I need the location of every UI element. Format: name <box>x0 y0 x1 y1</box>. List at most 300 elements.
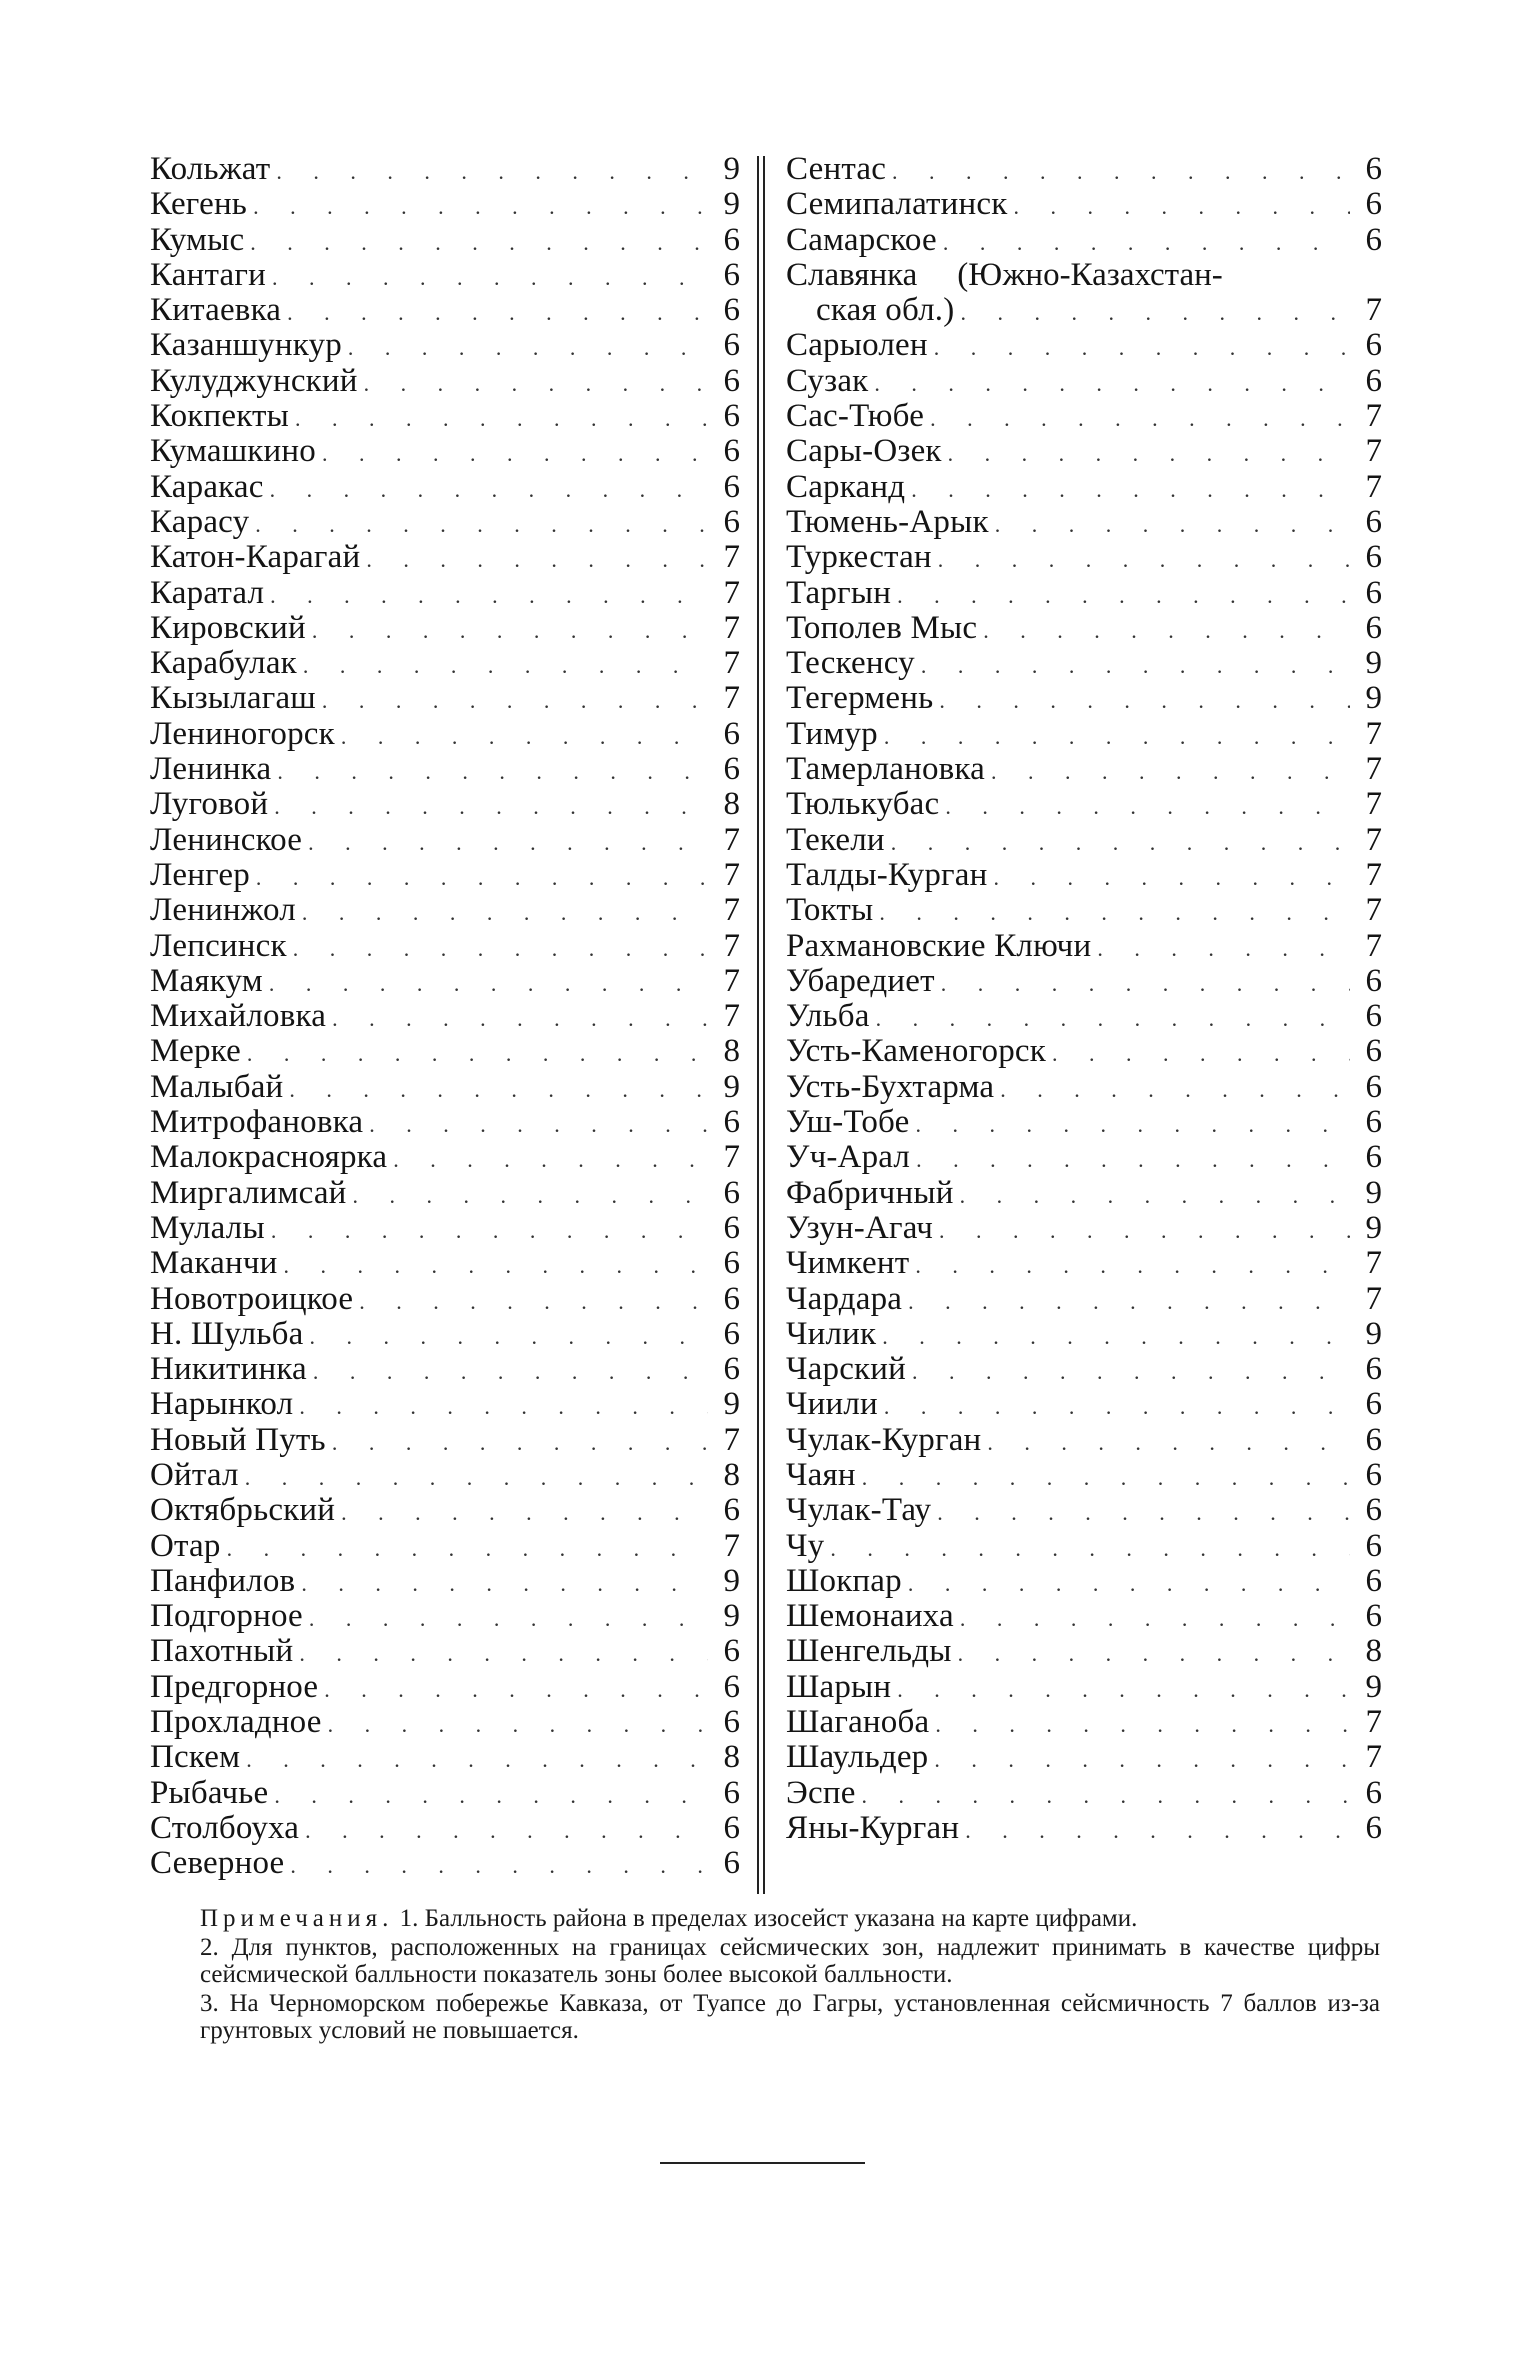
dot-leader <box>908 1284 1350 1319</box>
dot-leader <box>915 1107 1350 1142</box>
seismic-value: 6 <box>723 1245 740 1282</box>
list-item <box>150 1352 740 1387</box>
seismic-value: 6 <box>1365 503 1382 540</box>
place-name: Кантаги <box>150 256 266 293</box>
seismic-value: 6 <box>1365 1527 1382 1564</box>
place-name: Чулак-Курган <box>786 1421 982 1458</box>
list-item <box>150 1811 740 1846</box>
dot-leader <box>270 472 708 507</box>
place-name: Октябрьский <box>150 1492 336 1529</box>
seismic-value: 6 <box>1365 1456 1382 1493</box>
note-2-text: 2. Для пунктов, расположенных на границах сейсмических зон, надлежит принимать в качестве цифры сейсмической балльности показатель зоны более высокой балльности. <box>200 1934 1380 1988</box>
place-name: Тамерлановка <box>786 751 986 788</box>
list-item <box>786 399 1382 434</box>
seismic-value: 9 <box>1365 645 1382 682</box>
place-name: Чарский <box>786 1351 906 1388</box>
list-item <box>150 1176 740 1211</box>
list-item <box>150 1282 740 1317</box>
list-item <box>150 576 740 611</box>
seismic-value: 6 <box>723 468 740 505</box>
list-item <box>150 611 740 646</box>
dot-leader <box>939 1213 1350 1248</box>
dot-leader <box>364 366 708 401</box>
list-item <box>786 1599 1382 1634</box>
dot-leader <box>960 1178 1350 1213</box>
dot-leader <box>921 648 1350 683</box>
seismic-value: 7 <box>723 1527 740 1564</box>
dot-leader <box>308 825 708 860</box>
seismic-value: 6 <box>1365 1809 1382 1846</box>
seismic-value: 9 <box>723 1386 740 1423</box>
place-name: Ленинское <box>150 821 303 858</box>
list-item <box>150 223 740 258</box>
seismic-value: 6 <box>723 1809 740 1846</box>
place-name: Маканчи <box>150 1245 278 1282</box>
seismic-value: 7 <box>1365 927 1382 964</box>
place-name: Тюлькубас <box>786 786 940 823</box>
dot-leader <box>934 330 1350 365</box>
dot-leader <box>322 436 708 471</box>
dot-leader <box>934 1742 1350 1777</box>
dot-leader <box>960 1601 1350 1636</box>
seismic-value: 7 <box>1365 715 1382 752</box>
place-name: Кумашкино <box>150 433 316 470</box>
dot-leader <box>1052 1036 1350 1071</box>
place-name: Нарынкол <box>150 1386 294 1423</box>
dot-leader <box>272 260 708 295</box>
seismic-value: 6 <box>723 327 740 364</box>
seismic-value: 6 <box>723 292 740 329</box>
place-name: Текели <box>786 821 885 858</box>
dot-leader <box>939 683 1350 718</box>
place-name: Усть-Каменогорск <box>786 1033 1047 1070</box>
notes-heading: Примечания. <box>200 1905 394 1932</box>
dot-leader <box>830 1531 1350 1566</box>
list-item <box>150 1846 740 1881</box>
closing-rule <box>660 2162 865 2164</box>
list-item <box>786 223 1382 258</box>
seismic-value: 7 <box>1365 821 1382 858</box>
note-3-text: 3. На Черноморском побережье Кавказа, от Туапсе до Гагры, установленная сейсмичность 7 баллов из-за грунтовых условий не повышается. <box>200 1990 1380 2044</box>
list-item <box>786 364 1382 399</box>
list-item <box>150 1493 740 1528</box>
place-name: Семипалатинск <box>786 186 1008 223</box>
seismic-value: 6 <box>723 221 740 258</box>
place-name: Кумыс <box>150 221 245 258</box>
notes-section <box>200 1905 1380 2046</box>
dot-leader <box>915 1248 1350 1283</box>
dot-leader <box>309 1601 708 1636</box>
place-name: Сарканд <box>786 468 906 505</box>
list-item <box>786 1423 1382 1458</box>
place-name: Столбоуха <box>150 1809 300 1846</box>
dot-leader <box>299 1389 708 1424</box>
place-name: Миргалимсай <box>150 1174 347 1211</box>
list-item <box>150 1034 740 1069</box>
dot-leader <box>227 1531 708 1566</box>
seismic-value: 7 <box>1365 1280 1382 1317</box>
place-name: Никитинка <box>150 1351 307 1388</box>
list-item <box>150 1705 740 1740</box>
list-item <box>786 258 1382 329</box>
place-name: Шокпар <box>786 1562 902 1599</box>
list-item <box>150 470 740 505</box>
dot-leader <box>322 683 708 718</box>
place-name: Чулак-Тау <box>786 1492 932 1529</box>
list-item <box>786 752 1382 787</box>
dot-leader <box>245 1460 708 1495</box>
dot-leader <box>366 542 708 577</box>
dot-leader <box>1000 1072 1350 1107</box>
dot-leader <box>348 330 708 365</box>
dot-leader <box>353 1178 708 1213</box>
list-item <box>150 752 740 787</box>
seismic-value: 7 <box>1365 751 1382 788</box>
place-name: Ойтал <box>150 1456 239 1493</box>
seismic-value: 7 <box>1365 398 1382 435</box>
list-item <box>786 1740 1382 1775</box>
seismic-value: 6 <box>1365 539 1382 576</box>
dot-leader <box>287 295 708 330</box>
place-name: Предгорное <box>150 1668 319 1705</box>
seismic-value: 6 <box>1365 609 1382 646</box>
list-item <box>786 1034 1382 1069</box>
dot-leader <box>938 542 1350 577</box>
seismic-value: 9 <box>723 151 740 187</box>
place-name: Новый Путь <box>150 1421 326 1458</box>
dot-leader <box>246 1742 708 1777</box>
dot-leader <box>302 895 708 930</box>
seismic-value: 6 <box>1365 1492 1382 1529</box>
seismic-value: 6 <box>1365 1104 1382 1141</box>
seismic-value: 6 <box>723 1845 740 1882</box>
place-name-line1 <box>786 258 1382 293</box>
list-item <box>786 717 1382 752</box>
list-item <box>786 1529 1382 1564</box>
place-name: Карасу <box>150 503 250 540</box>
seismic-value: 7 <box>723 574 740 611</box>
dot-leader <box>301 1566 708 1601</box>
seismic-value: 6 <box>1365 1421 1382 1458</box>
seismic-value: 8 <box>723 1033 740 1070</box>
dot-leader <box>958 1636 1350 1671</box>
seismic-value: 6 <box>1365 998 1382 1035</box>
seismic-value: 9 <box>1365 1209 1382 1246</box>
list-item <box>150 1740 740 1775</box>
dot-leader <box>991 754 1350 789</box>
dot-leader <box>312 613 708 648</box>
list-item <box>786 152 1382 187</box>
list-item <box>150 717 740 752</box>
place-name: Луговой <box>150 786 269 823</box>
column-divider <box>757 156 765 1894</box>
list-item <box>150 999 740 1034</box>
seismic-value: 6 <box>1365 1774 1382 1811</box>
dot-leader <box>862 1778 1350 1813</box>
list-item <box>786 1211 1382 1246</box>
dot-leader <box>274 789 708 824</box>
dot-leader <box>247 1036 708 1071</box>
place-name: Ленгер <box>150 856 250 893</box>
place-name: Шемонаиха <box>786 1598 954 1635</box>
place-name: Рыбачье <box>150 1774 269 1811</box>
dot-leader <box>256 860 708 895</box>
list-item <box>786 434 1382 469</box>
dot-leader <box>393 1142 708 1177</box>
list-item <box>150 328 740 363</box>
dot-leader <box>269 966 708 1001</box>
dot-leader <box>289 1072 708 1107</box>
seismic-value: 6 <box>1365 362 1382 399</box>
dot-leader <box>874 366 1350 401</box>
dot-leader <box>937 1495 1350 1530</box>
place-name: Маякум <box>150 962 263 999</box>
list-item <box>786 1634 1382 1669</box>
dot-leader <box>897 578 1350 613</box>
list-item <box>786 470 1382 505</box>
seismic-value: 6 <box>1365 1033 1382 1070</box>
seismic-value: 7 <box>723 927 740 964</box>
dot-leader <box>943 225 1350 260</box>
seismic-value: 7 <box>1365 433 1382 470</box>
place-name: Лениногорск <box>150 715 335 752</box>
list-item <box>786 540 1382 575</box>
place-name: Туркестан <box>786 539 932 576</box>
place-name: Тюмень-Арык <box>786 503 989 540</box>
place-name: Шаульдер <box>786 1739 929 1776</box>
place-name: Кегень <box>150 186 248 223</box>
place-name: Карабулак <box>150 645 297 682</box>
seismic-value: 6 <box>1365 1386 1382 1423</box>
dot-leader <box>884 719 1350 754</box>
note-3 <box>200 1990 1380 2044</box>
seismic-value: 6 <box>723 503 740 540</box>
place-name: Шаганоба <box>786 1704 930 1741</box>
dot-leader <box>960 295 1350 330</box>
seismic-value: 7 <box>1365 1704 1382 1741</box>
dot-leader <box>341 719 708 754</box>
place-name: Малыбай <box>150 1068 284 1105</box>
dot-leader <box>369 1107 708 1142</box>
seismic-value: 7 <box>1365 856 1382 893</box>
place-name: Ленинка <box>150 751 272 788</box>
seismic-value: 7 <box>1365 292 1382 329</box>
place-name: Ленинжол <box>150 892 296 929</box>
list-item <box>786 823 1382 858</box>
place-name: Мерке <box>150 1033 241 1070</box>
list-item <box>786 999 1382 1034</box>
list-item <box>786 187 1382 222</box>
list-item <box>786 328 1382 363</box>
list-item <box>150 1458 740 1493</box>
list-item <box>786 1105 1382 1140</box>
seismic-value: 6 <box>723 433 740 470</box>
dot-leader <box>941 966 1350 1001</box>
place-name: Сас-Тюбе <box>786 398 925 435</box>
list-item <box>150 293 740 328</box>
seismic-value: 7 <box>723 539 740 576</box>
list-item <box>150 187 740 222</box>
dot-leader <box>882 1319 1350 1354</box>
seismic-value: 6 <box>723 1280 740 1317</box>
list-item <box>150 964 740 999</box>
place-name: Казаншункур <box>150 327 342 364</box>
dot-leader <box>912 1354 1350 1389</box>
list-item <box>150 1776 740 1811</box>
place-name: Чардара <box>786 1280 903 1317</box>
list-item <box>786 505 1382 540</box>
place-name: Узун-Агач <box>786 1209 934 1246</box>
list-item <box>150 823 740 858</box>
seismic-value: 6 <box>723 1209 740 1246</box>
list-item <box>786 1387 1382 1422</box>
seismic-value: 6 <box>1365 1598 1382 1635</box>
list-item <box>786 1811 1382 1846</box>
dot-leader <box>993 860 1350 895</box>
list-item <box>150 787 740 822</box>
list-item <box>150 1564 740 1599</box>
seismic-value: 6 <box>1365 186 1382 223</box>
dot-leader <box>1013 189 1350 224</box>
list-item <box>150 1246 740 1281</box>
place-name: Усть-Бухтарма <box>786 1068 995 1105</box>
place-name: Сары-Озек <box>786 433 942 470</box>
dot-leader <box>891 825 1350 860</box>
place-name: Ульба <box>786 998 870 1035</box>
dot-leader <box>945 789 1350 824</box>
seismic-value: 9 <box>723 1562 740 1599</box>
place-name: Отар <box>150 1527 221 1564</box>
dot-leader <box>255 507 708 542</box>
seismic-value: 9 <box>1365 1174 1382 1211</box>
dot-leader <box>908 1566 1350 1601</box>
dot-leader <box>332 1001 708 1036</box>
dot-leader <box>876 1001 1350 1036</box>
right-column-list <box>786 152 1382 1846</box>
list-item <box>150 434 740 469</box>
place-name: Чилик <box>786 1315 877 1352</box>
list-item <box>786 1352 1382 1387</box>
seismic-value: 6 <box>723 1174 740 1211</box>
list-item <box>150 681 740 716</box>
list-item <box>150 1387 740 1422</box>
place-name: Самарское <box>786 221 937 258</box>
list-item <box>150 646 740 681</box>
left-column-list <box>150 152 740 1882</box>
seismic-value: 7 <box>723 856 740 893</box>
dot-leader <box>253 189 708 224</box>
place-name: Кольжат <box>150 151 271 187</box>
place-name: Каракас <box>150 468 264 505</box>
dot-leader <box>290 1848 708 1883</box>
note-2 <box>200 1934 1380 1988</box>
seismic-value: 7 <box>723 1139 740 1176</box>
list-item <box>786 893 1382 928</box>
dot-leader <box>277 754 708 789</box>
dot-leader <box>328 1707 708 1742</box>
seismic-value: 6 <box>723 715 740 752</box>
list-item <box>786 1140 1382 1175</box>
seismic-value: 7 <box>1365 786 1382 823</box>
seismic-value: 6 <box>723 398 740 435</box>
place-name: Убаредиет <box>786 962 935 999</box>
dot-leader <box>295 401 708 436</box>
place-name: Каратал <box>150 574 265 611</box>
place-name: Чаян <box>786 1456 856 1493</box>
seismic-value: 6 <box>723 1774 740 1811</box>
list-item <box>786 1317 1382 1352</box>
seismic-value: 6 <box>723 751 740 788</box>
seismic-value: 6 <box>723 362 740 399</box>
dot-leader <box>965 1813 1350 1848</box>
dot-leader <box>293 931 708 966</box>
region-qualifier-cont: ская обл.) <box>816 292 955 329</box>
list-item <box>786 1776 1382 1811</box>
list-item <box>786 1670 1382 1705</box>
seismic-value: 9 <box>1365 680 1382 717</box>
place-name: Сентас <box>786 151 887 187</box>
place-name: Кулуджунский <box>150 362 358 399</box>
seismic-value: 6 <box>723 1104 740 1141</box>
list-item <box>150 1211 740 1246</box>
seismic-value: 6 <box>1365 1068 1382 1105</box>
dot-leader <box>935 1707 1350 1742</box>
place-name: Фабричный <box>786 1174 954 1211</box>
list-item <box>150 1423 740 1458</box>
note-1 <box>200 1905 1380 1932</box>
seismic-value: 6 <box>723 1351 740 1388</box>
seismic-value: 9 <box>723 1598 740 1635</box>
list-item <box>150 540 740 575</box>
place-name: Мулалы <box>150 1209 265 1246</box>
dot-leader <box>270 578 708 613</box>
list-item <box>150 1140 740 1175</box>
dot-leader <box>309 1319 708 1354</box>
seismic-value: 7 <box>1365 892 1382 929</box>
place-name: Сарыолен <box>786 327 928 364</box>
seismic-value: 7 <box>1365 1739 1382 1776</box>
seismic-value: 6 <box>723 1668 740 1705</box>
list-item <box>150 1670 740 1705</box>
place-name: Уш-Тобе <box>786 1104 910 1141</box>
seismic-value: 6 <box>1365 221 1382 258</box>
place-name: Митрофановка <box>150 1104 364 1141</box>
seismic-value: 6 <box>723 256 740 293</box>
dot-leader <box>983 613 1350 648</box>
seismic-value: 7 <box>723 1421 740 1458</box>
seismic-value: 6 <box>1365 574 1382 611</box>
seismic-value: 6 <box>1365 1351 1382 1388</box>
place-name: Северное <box>150 1845 285 1882</box>
dot-leader <box>303 648 708 683</box>
place-name: Славянка <box>786 256 918 293</box>
region-qualifier: (Южно-Казахстан- <box>957 256 1223 293</box>
list-item <box>786 576 1382 611</box>
place-name: Малокрасноярка <box>150 1139 388 1176</box>
list-item <box>150 152 740 187</box>
seismic-value: 6 <box>723 1315 740 1352</box>
seismic-value: 8 <box>723 1456 740 1493</box>
place-name: Михайловка <box>150 998 327 1035</box>
seismic-value: 6 <box>1365 1139 1382 1176</box>
list-item <box>150 893 740 928</box>
list-item <box>150 1634 740 1669</box>
list-item <box>150 858 740 893</box>
dot-leader <box>892 154 1350 189</box>
seismic-value: 9 <box>723 186 740 223</box>
seismic-value: 7 <box>723 821 740 858</box>
seismic-value: 6 <box>723 1704 740 1741</box>
